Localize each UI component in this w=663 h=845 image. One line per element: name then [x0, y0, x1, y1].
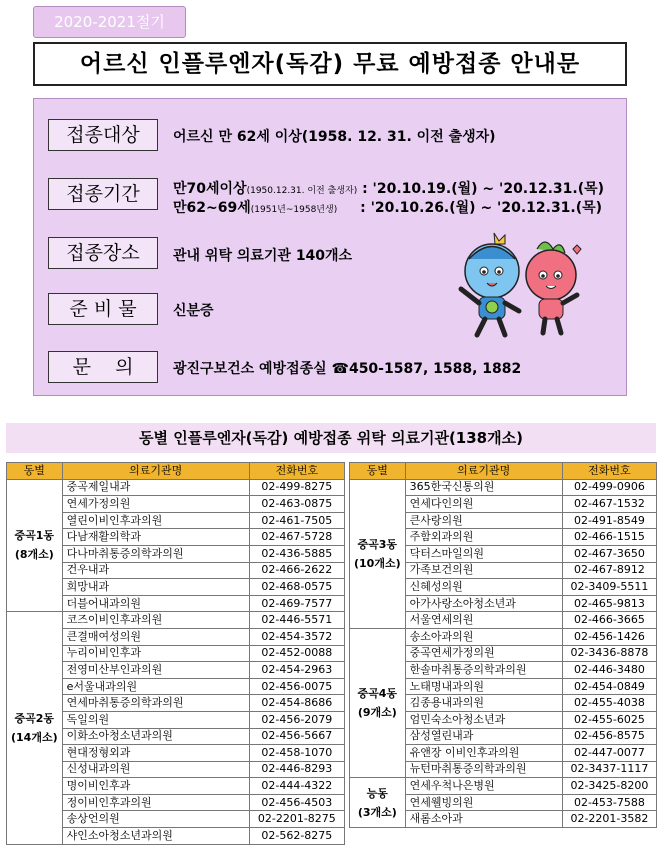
page-title: 어르신 인플루엔자(독감) 무료 예방접종 안내문	[33, 42, 627, 86]
clinic-phone: 02-467-1532	[562, 496, 656, 513]
clinic-phone: 02-3437-1117	[562, 761, 656, 778]
clinic-phone: 02-469-7577	[249, 595, 344, 612]
table-row	[350, 479, 657, 496]
clinic-name: 연세웰빙의원	[405, 794, 562, 811]
clinic-phone: 02-454-0849	[562, 678, 656, 695]
mascot-illustration	[449, 229, 584, 339]
period-line-2-note: (1951년~1958년생)	[250, 205, 338, 215]
clinic-name: 삼성열린내과	[405, 728, 562, 745]
table-row	[7, 612, 345, 629]
clinic-phone: 02-452-0088	[249, 645, 344, 662]
clinic-name: 샤인소아청소년과의원	[62, 828, 249, 845]
header-phone: 전화번호	[562, 463, 656, 480]
clinic-name: e서울내과의원	[62, 678, 249, 695]
clinic-phone: 02-458-1070	[249, 745, 344, 762]
clinic-name: 현대정형외과	[62, 745, 249, 762]
clinic-phone: 02-447-0077	[562, 745, 656, 762]
dong-name: 능동	[366, 786, 388, 800]
place-value: 관내 위탁 의료기관 140개소	[173, 248, 353, 264]
clinic-phone: 02-2201-3582	[562, 811, 656, 828]
clinic-name: 송상언의원	[62, 811, 249, 828]
clinic-phone: 02-456-5667	[249, 728, 344, 745]
clinic-phone: 02-454-3572	[249, 628, 344, 645]
clinic-name: 건우내과	[62, 562, 249, 579]
clinic-phone: 02-491-8549	[562, 512, 656, 529]
clinic-name: 중곡제일내과	[62, 479, 249, 496]
clinic-phone: 02-467-3650	[562, 545, 656, 562]
clinic-name: 연세다인의원	[405, 496, 562, 513]
clinic-phone: 02-456-8575	[562, 728, 656, 745]
clinic-name: 코즈이비인후과의원	[62, 612, 249, 629]
place-label: 접종장소	[48, 237, 158, 269]
clinic-phone: 02-466-2622	[249, 562, 344, 579]
table-row	[350, 778, 657, 795]
dong-cell	[350, 479, 406, 628]
clinic-phone: 02-3436-8878	[562, 645, 656, 662]
clinic-name: 닥터스마일의원	[405, 545, 562, 562]
clinic-name: 가족보건의원	[405, 562, 562, 579]
clinic-name: 새롬소아과	[405, 811, 562, 828]
clinic-phone: 02-436-5885	[249, 545, 344, 562]
clinic-phone: 02-456-2079	[249, 711, 344, 728]
clinic-phone: 02-456-0075	[249, 678, 344, 695]
table-subtitle: 동별 인플루엔자(독감) 예방접종 위탁 의료기관(138개소)	[6, 423, 656, 453]
contact-label: 문 의	[48, 351, 158, 383]
right-clinic-table	[349, 462, 657, 828]
clinic-phone: 02-454-2963	[249, 662, 344, 679]
clinic-name: 큰결매여성의원	[62, 628, 249, 645]
clinic-name: 다나마취통증의학과의원	[62, 545, 249, 562]
clinic-name: 김종용내과의원	[405, 695, 562, 712]
dong-count: (9개소)	[357, 706, 397, 720]
header-dong: 동별	[7, 463, 63, 480]
period-line-2-range: : '20.10.26.(월) ~ '20.12.31.(목)	[360, 200, 603, 216]
period-line-1	[173, 178, 604, 198]
dong-name: 중곡4동	[357, 687, 398, 701]
header-dong: 동별	[350, 463, 406, 480]
clinic-phone: 02-453-7588	[562, 794, 656, 811]
clinic-name: 누리이비인후과	[62, 645, 249, 662]
clinic-name: 연세가정의원	[62, 496, 249, 513]
dong-count: (3개소)	[357, 805, 397, 819]
clinic-phone: 02-499-0906	[562, 479, 656, 496]
target-value: 어르신 만 62세 이상(1958. 12. 31. 이전 출생자)	[173, 129, 496, 145]
clinic-name: 유앤장 이비인후과의원	[405, 745, 562, 762]
target-label: 접종대상	[48, 119, 158, 151]
clinic-phone: 02-456-1426	[562, 628, 656, 645]
period-line-1-main: 만70세이상	[173, 181, 247, 197]
clinic-name: 아가사랑소아청소년과	[405, 595, 562, 612]
clinic-name: 전영미산부인과의원	[62, 662, 249, 679]
clinic-name: 더블어내과의원	[62, 595, 249, 612]
clinic-phone: 02-446-3480	[562, 662, 656, 679]
dong-count: (14개소)	[11, 731, 58, 744]
clinic-phone: 02-444-4322	[249, 778, 344, 795]
clinic-phone: 02-446-5571	[249, 612, 344, 629]
clinic-name: 다남재활의학과	[62, 529, 249, 546]
header-name: 의료기관명	[62, 463, 249, 480]
clinic-phone: 02-454-8686	[249, 695, 344, 712]
clinic-phone: 02-562-8275	[249, 828, 344, 845]
clinic-name: 뉴턴마취통증의학과의원	[405, 761, 562, 778]
clinic-phone: 02-456-4503	[249, 794, 344, 811]
dong-count: (10개소)	[354, 556, 401, 570]
clinic-phone: 02-461-7505	[249, 512, 344, 529]
period-line-2	[173, 197, 602, 217]
clinic-name: 열린이비인후과의원	[62, 512, 249, 529]
dong-name: 중곡1동	[14, 529, 55, 543]
clinic-name: 이화소아청소년과의원	[62, 728, 249, 745]
contact-value: 광진구보건소 예방접종실 ☎450-1587, 1588, 1882	[173, 361, 522, 377]
season-badge: 2020-2021절기	[33, 6, 186, 38]
mascot-girl-icon	[526, 242, 581, 333]
clinic-phone: 02-3409-5511	[562, 579, 656, 596]
clinic-name: 신혜성의원	[405, 579, 562, 596]
dong-count: (8개소)	[14, 548, 54, 562]
clinic-phone: 02-463-0875	[249, 496, 344, 513]
clinic-phone: 02-499-8275	[249, 479, 344, 496]
header-name: 의료기관명	[405, 463, 562, 480]
header-phone: 전화번호	[249, 463, 344, 480]
dong-cell	[350, 628, 406, 777]
dong-cell	[7, 612, 63, 844]
clinic-name: 서울연세의원	[405, 612, 562, 629]
clinic-phone: 02-468-0575	[249, 579, 344, 596]
clinic-phone: 02-446-8293	[249, 761, 344, 778]
clinic-name: 365한국신통의원	[405, 479, 562, 496]
dong-name: 중곡3동	[357, 537, 398, 551]
clinic-phone: 02-465-9813	[562, 595, 656, 612]
clinic-phone: 02-466-3665	[562, 612, 656, 629]
period-line-1-note: (1950.12.31. 이전 출생자)	[246, 186, 358, 196]
clinic-phone: 02-455-6025	[562, 711, 656, 728]
dong-name: 중곡2동	[14, 712, 55, 725]
clinic-name: 독일의원	[62, 711, 249, 728]
clinic-name: 연세마취통증의학과의원	[62, 695, 249, 712]
clinic-name: 정이비인후과의원	[62, 794, 249, 811]
info-panel	[33, 98, 627, 396]
clinic-phone: 02-455-4038	[562, 695, 656, 712]
clinic-name: 주함외과의원	[405, 529, 562, 546]
clinic-phone: 02-467-8912	[562, 562, 656, 579]
clinic-name: 한솔마취통증의학과의원	[405, 662, 562, 679]
dong-cell	[350, 778, 406, 828]
clinic-name: 큰사랑의원	[405, 512, 562, 529]
clinic-phone: 02-2201-8275	[249, 811, 344, 828]
clinic-name: 연세우척나은병원	[405, 778, 562, 795]
clinic-name: 명이비인후과	[62, 778, 249, 795]
clinic-name: 신성내과의원	[62, 761, 249, 778]
period-line-2-main: 만62~69세	[173, 200, 251, 216]
clinic-name: 노태명내과의원	[405, 678, 562, 695]
clinic-name: 중곡연세가정의원	[405, 645, 562, 662]
clinic-phone: 02-466-1515	[562, 529, 656, 546]
prep-value: 신분증	[173, 303, 214, 319]
clinic-name: 희망내과	[62, 579, 249, 596]
mascot-boy-icon	[461, 233, 519, 335]
period-label: 접종기간	[48, 178, 158, 210]
prep-label: 준 비 물	[48, 293, 158, 325]
table-row	[350, 628, 657, 645]
table-row	[7, 479, 345, 496]
dong-cell	[7, 479, 63, 612]
period-line-1-range: : '20.10.19.(월) ~ '20.12.31.(목)	[362, 181, 605, 197]
clinic-phone: 02-3425-8200	[562, 778, 656, 795]
clinic-phone: 02-467-5728	[249, 529, 344, 546]
clinic-name: 엄민숙소아청소년과	[405, 711, 562, 728]
clinic-name: 송소아과의원	[405, 628, 562, 645]
left-clinic-table	[6, 462, 345, 845]
